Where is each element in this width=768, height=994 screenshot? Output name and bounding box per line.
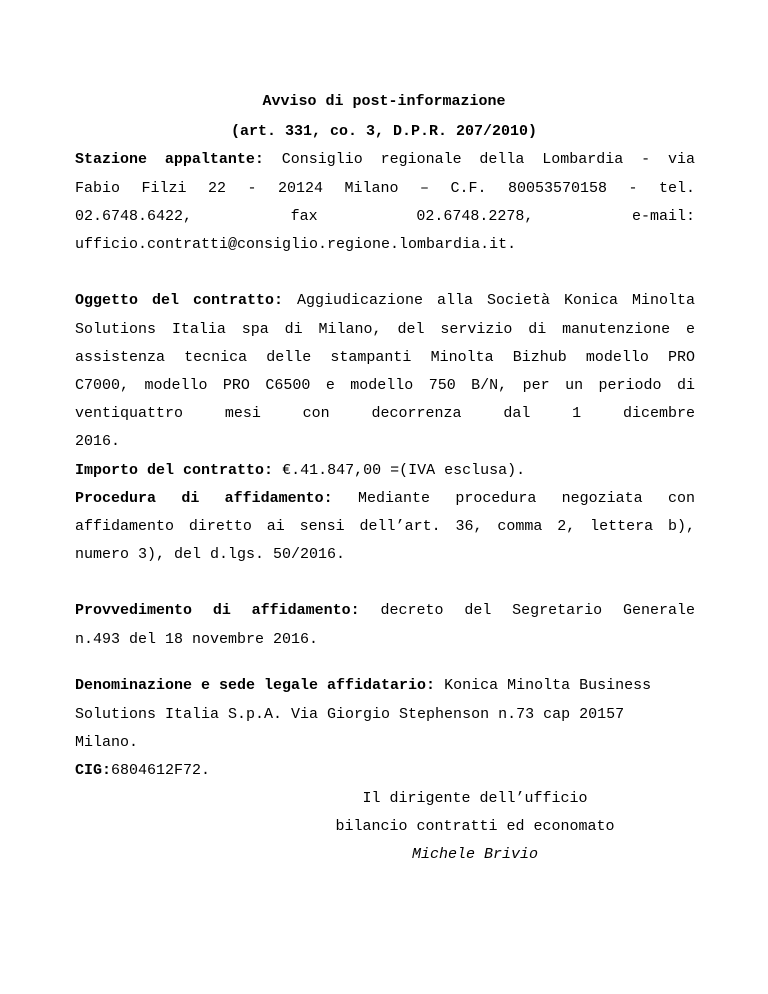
- denominazione-line-2: Solutions Italia S.p.A. Via Giorgio Stephenson n.73 cap 20157: [75, 706, 625, 723]
- provvedimento-label: Provvedimento di affidamento:: [75, 602, 360, 619]
- cig-label: CIG:: [75, 762, 112, 779]
- denominazione-label: Denominazione e sede legale affidatario:: [75, 677, 436, 694]
- document-subtitle: (art. 331, co. 3, D.P.R. 207/2010): [230, 123, 538, 140]
- oggetto-label: Oggetto del contratto:: [75, 292, 283, 309]
- stazione-line-3: 02.6748.6422, fax 02.6748.2278, e-mail:: [75, 208, 695, 225]
- stazione-line-1: Stazione appaltante: Consiglio regionale della Lombardia - via: [75, 151, 695, 168]
- denominazione-line-1: Denominazione e sede legale affidatario: Konica Minolta Business: [75, 677, 652, 694]
- procedura-line-2: affidamento diretto ai sensi dell’art. 36, comma 2, lettera b),: [75, 518, 695, 535]
- provvedimento-line-2: n.493 del 18 novembre 2016.: [75, 631, 319, 648]
- importo-value: €.41.847,00 =(IVA esclusa).: [282, 462, 526, 479]
- oggetto-line-3: assistenza tecnica delle stampanti Minolta Bizhub modello PRO: [75, 349, 695, 366]
- signature-role-line-2: bilancio contratti ed economato: [335, 818, 615, 835]
- oggetto-line-1: Oggetto del contratto: Aggiudicazione alla Società Konica Minolta: [75, 292, 695, 309]
- denominazione-line-3: Milano.: [75, 734, 139, 751]
- oggetto-line-4: C7000, modello PRO C6500 e modello 750 B/N, per un periodo di: [75, 377, 695, 394]
- document-title: Avviso di post-informazione: [262, 93, 506, 110]
- oggetto-line-5: ventiquattro mesi con decorrenza dal 1 dicembre: [75, 405, 695, 422]
- cig-line: [75, 762, 695, 780]
- procedura-line-3: numero 3), del d.lgs. 50/2016.: [75, 546, 346, 563]
- provvedimento-line-1: Provvedimento di affidamento: decreto del Segretario Generale: [75, 602, 696, 619]
- stazione-label: Stazione appaltante:: [75, 151, 264, 168]
- importo-label: Importo del contratto:: [75, 462, 274, 479]
- stazione-email: ufficio.contratti@consiglio.regione.lombardia.it.: [75, 236, 517, 253]
- oggetto-line-6: 2016.: [75, 433, 121, 450]
- oggetto-line-2: Solutions Italia spa di Milano, del servizio di manutenzione e: [75, 321, 695, 338]
- signature-role-line-1: Il dirigente dell’ufficio: [362, 790, 588, 807]
- importo-line: [75, 462, 695, 480]
- procedura-label: Procedura di affidamento:: [75, 490, 333, 507]
- stazione-line-2: Fabio Filzi 22 - 20124 Milano – C.F. 80053570158 - tel.: [75, 180, 695, 197]
- cig-value: 6804612F72.: [111, 762, 211, 779]
- signature-name: Michele Brivio: [411, 846, 539, 863]
- procedura-line-1: Procedura di affidamento: Mediante procedura negoziata con: [75, 490, 695, 507]
